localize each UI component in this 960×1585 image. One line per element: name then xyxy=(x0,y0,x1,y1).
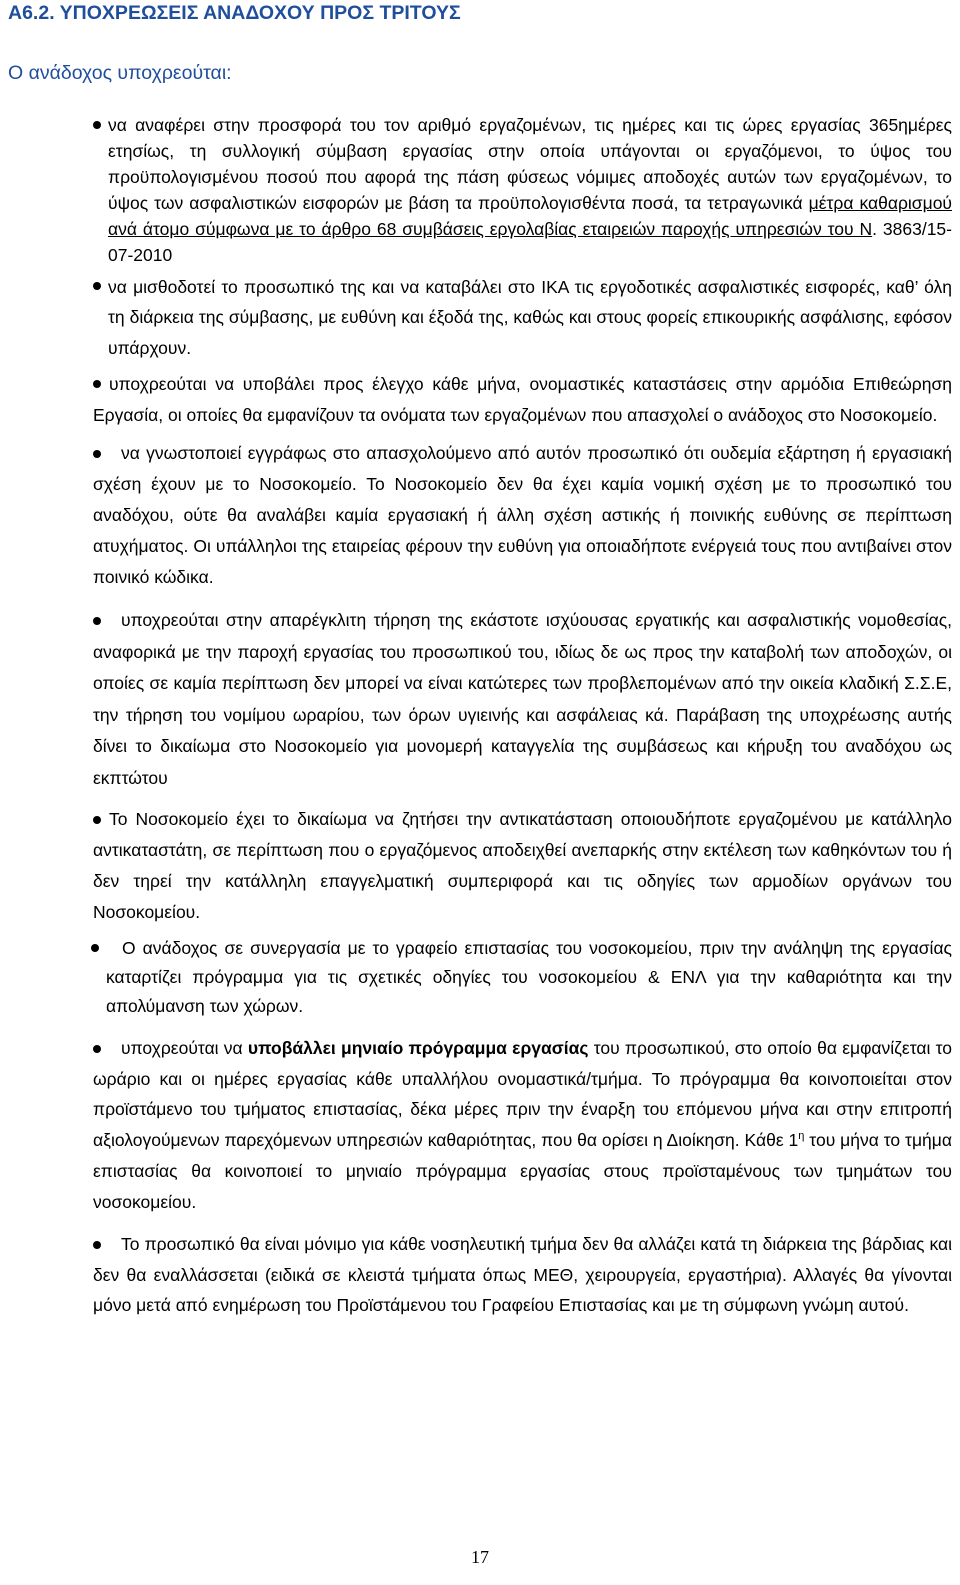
bullet-icon xyxy=(93,1045,101,1053)
list-item: υποχρεούται να υποβάλει προς έλεγχο κάθε μήνα, ονομαστικές καταστάσεις στην αρμόδια Επιθεώρηση Εργασία, οι οποίες θα εμφανίζουν τα ονόματα των εργαζομένων που απασχολεί ο ανάδοχος στο Νοσοκομείο. xyxy=(93,374,952,425)
bullet-icon xyxy=(91,944,99,952)
obligations-list xyxy=(0,112,960,1321)
list-item: Το προσωπικό θα είναι μόνιμο για κάθε νοσηλευτική τμήμα δεν θα αλλάζει κατά τη διάρκεια της βάρδιας και δεν θα εναλλάσσεται (ειδικά σε κλειστά τμήματα όπως ΜΕΘ, χειρουργεία, εργαστήρια). Αλλαγές θα γίνονται μόνο μετά από ενημέρωση του Προϊστάμενου του Γραφείου Επιστασίας και με τη σύμφωνη γνώμη αυτού. xyxy=(93,1234,952,1316)
list-item: Ο ανάδοχος σε συνεργασία με το γραφείο επιστασίας του νοσοκομείου, πριν την ανάληψη της εργασίας καταρτίζει πρόγραμμα για τις σχετικές οδηγίες του νοσοκομείου & ΕΝΛ για την καθαριότητα και την απολύμανση των χώρων. xyxy=(106,934,952,1021)
bullet-icon xyxy=(93,121,101,129)
list-item: να μισθοδοτεί το προσωπικό της και να καταβάλει στο ΙΚΑ τις εργοδοτικές ασφαλιστικές εισφορές, καθ’ όλη τη διάρκεια της σύμβασης, με ευθύνη και έξοδά της, καθώς και στους φορείς επικουρικής ασφάλισης, εφόσον υπάρχουν. xyxy=(108,272,952,363)
bullet-icon xyxy=(93,282,101,290)
list-item: Το Νοσοκομείο έχει το δικαίωμα να ζητήσει την αντικατάσταση οποιουδήποτε εργαζομένου με κατάλληλο αντικαταστάτη, σε περίπτωση που ο εργαζόμενος αποδειχθεί ανεπαρκής στην εκτέλεση των καθηκόντων του ή δεν τηρεί την κατάλληλη επαγγελματική συμπεριφορά και τις οδηγίες των αρμοδίων οργάνων του Νοσοκομείου. xyxy=(93,809,952,923)
bullet-icon xyxy=(93,380,101,388)
section-heading: Α6.2. ΥΠΟΧΡΕΩΣΕΙΣ ΑΝΑΔΟΧΟΥ ΠΡΟΣ ΤΡΙΤΟΥΣ xyxy=(8,2,461,24)
list-item: υποχρεούται στην απαρέγκλιτη τήρηση της εκάστοτε ισχύουσας εργατικής και ασφαλιστικής νομοθεσίας, αναφορικά με την παροχή εργασίας του προσωπικού του, ιδίως δε ως προς την καταβολή των αποδοχών, οι οποίες σε καμία περίπτωση δεν μπορεί να είναι κατώτερες των προβλεπομένων από την οικεία κλαδική Σ.Σ.Ε, την τήρηση του νομίμου ωραρίου, των όρων υγιεινής και ασφάλειας κά. Παράβαση της υποχρέωσης αυτής δίνει το δικαίωμα στο Νοσοκομείο για μονομερή καταγγελία της συμβάσεως και κήρυξη του αναδόχου ως εκπτώτου xyxy=(93,610,952,788)
list-item: να αναφέρει στην προσφορά του τον αριθμό εργαζομένων, τις ημέρες και τις ώρες εργασίας 365ημέρες ετησίως, τη συλλογική σύμβαση εργασίας στην οποία υπάγονται οι εργαζόμενοι, το ύψος του προϋπολογισμένου ποσού που αφορά της πάση φύσεως νόμιμες αποδοχές αυτών των εργαζομένων, το ύψος των ασφαλιστικών εισφορών με βάση τα προϋπολογισθέντα ποσά, τα τετραγωνικά μέτρα καθαρισμού ανά άτομο σύμφωνα με το άρθρο 68 συμβάσεις εργολαβίας εταιρειών παροχής υπηρεσιών του Ν. 3863/15-07-2010 xyxy=(108,112,952,268)
bullet-icon xyxy=(93,617,101,625)
page-number: 17 xyxy=(471,1547,489,1567)
list-item: υποχρεούται να υποβάλλει μηνιαίο πρόγραμμα εργασίας του προσωπικού, στο οποίο θα εμφανίζεται το ωράριο και οι ημέρες εργασίας κάθε υπαλλήλου ονομαστικά/τμήμα. Το πρόγραμμα θα κοινοποιείται στον προϊστάμενο του τμήματος επιστασίας, δέκα μέρες πριν την έναρξη του επόμενου μήνα και στην επιτροπή αξιολογούμενων παρεχόμενων υπηρεσιών καθαριότητας, που θα ορίσει η Διοίκηση. Κάθε $1^\eta$ του μήνα το τμήμα επιστασίας θα κοινοποιεί το μηνιαίο πρόγραμμα εργασίας στους προϊσταμένους των τμημάτων του νοσοκομείου. xyxy=(93,1038,952,1212)
bullet-icon xyxy=(93,450,101,458)
bullet-icon xyxy=(93,816,101,824)
intro-line: Ο ανάδοχος υποχρεούται: xyxy=(8,62,232,84)
bullet-icon xyxy=(93,1241,101,1249)
list-item: να γνωστοποιεί εγγράφως στο απασχολούμενο από αυτόν προσωπικό ότι ουδεμία εξάρτηση ή εργασιακή σχέση έχουν με το Νοσοκομείο. Το Νοσοκομείο δεν θα έχει καμία νομική σχέση με το προσωπικό του αναδόχου, ούτε θα αναλάβει καμία εργασιακή ή άλλη σχέση αστικής ή ποινικής ευθύνης σε περίπτωση ατυχήματος. Οι υπάλληλοι της εταιρείας φέρουν την ευθύνη για οποιαδήποτε ενέργειά τους που αντιβαίνει στον ποινικό κώδικα. xyxy=(93,443,952,588)
